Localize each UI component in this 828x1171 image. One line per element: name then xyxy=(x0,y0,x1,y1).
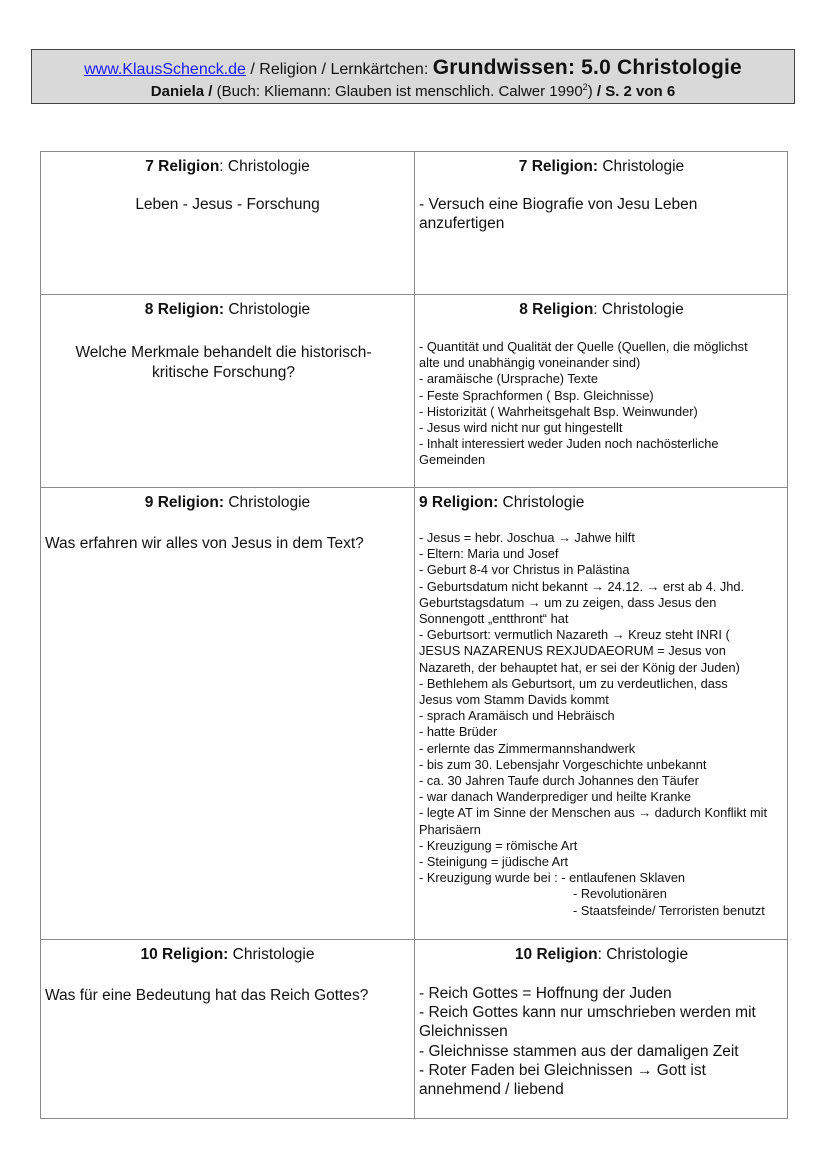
answer-line: - Bethlehem als Geburtsort, um zu verdeutlichen, dass Jesus vom Stamm Davids kommt xyxy=(419,675,728,708)
card-10-back xyxy=(415,940,788,1119)
card-topic: Christologie xyxy=(498,494,585,511)
answer-line: - Roter Faden bei Gleichnissen → Gott ist annehmend / liebend xyxy=(419,1061,706,1099)
header-book-close: ) xyxy=(587,83,593,100)
card-8-question: Welche Merkmale behandelt die historisch-kritische Forschung? xyxy=(75,344,372,381)
answer-line: - Reich Gottes = Hoffnung der Juden xyxy=(419,985,672,1002)
answer-line: - Revolutionären xyxy=(573,886,667,902)
card-topic: : Christologie xyxy=(219,158,310,175)
card-8-front-title xyxy=(41,300,414,320)
card-8-front xyxy=(41,295,414,487)
header-page-number: / S. 2 von 6 xyxy=(592,83,676,100)
card-number: 7 Religion: xyxy=(518,158,599,175)
card-9-back xyxy=(415,488,788,939)
site-link[interactable]: www.KlausSchenck.de xyxy=(84,61,246,78)
answer-line: - Geburt 8-4 vor Christus in Palästina xyxy=(419,562,630,578)
card-topic: Christologie xyxy=(224,301,311,318)
flashcard-table xyxy=(40,151,788,1119)
answer-line: - sprach Aramäisch und Hebräisch xyxy=(419,708,615,724)
answer-line: - Quantität und Qualität der Quelle (Quellen, die möglichst alte und unabhängig voneinander sind) xyxy=(419,339,748,371)
card-topic: : Christologie xyxy=(593,301,684,318)
answer-line: - ca. 30 Jahren Taufe durch Johannes den Täufer xyxy=(419,773,699,789)
card-number: 8 Religion: xyxy=(144,301,225,318)
card-7-question: Leben - Jesus - Forschung xyxy=(135,196,320,213)
answer-line: - Reich Gottes kann nur umschrieben werden mit Gleichnissen xyxy=(419,1004,756,1041)
answer-line: - war danach Wanderprediger und heilte Kranke xyxy=(419,789,691,805)
card-topic: Christologie xyxy=(598,158,685,175)
answer-line: - bis zum 30. Lebensjahr Vorgeschichte unbekannt xyxy=(419,756,707,772)
card-topic: : Christologie xyxy=(597,946,689,963)
answer-line: - Feste Sprachformen ( Bsp. Gleichnisse) xyxy=(419,387,654,403)
card-topic: Christologie xyxy=(224,494,311,511)
card-7-answer xyxy=(419,195,739,233)
header-book-edition: 2 xyxy=(582,82,588,92)
header-title-line xyxy=(32,57,794,81)
answer-line: - Inhalt interessiert weder Juden noch nachösterliche Gemeinden xyxy=(419,436,719,468)
header-main-title: Grundwissen: 5.0 Christologie xyxy=(432,56,742,79)
answer-line: - legte AT im Sinne der Menschen aus → dadurch Konflikt mit Pharisäern xyxy=(419,805,768,837)
answer-line: - Geburtsort: vermutlich Nazareth → Kreuz steht INRI ( JESUS NAZARENUS REXJUDAEORUM = Jesus von Nazareth, der behauptet hat, er sei der König der Juden) xyxy=(419,627,740,675)
card-8-back-title xyxy=(415,300,788,320)
page-header xyxy=(31,49,795,104)
card-number: 7 Religion xyxy=(145,158,220,175)
answer-line: - hatte Brüder xyxy=(419,724,498,740)
card-number: 9 Religion: xyxy=(419,494,499,511)
answer-line: - Gleichnisse stammen aus der damaligen Zeit xyxy=(419,1042,739,1060)
card-10-back-title xyxy=(415,945,788,965)
answer-line: - Staatsfeinde/ Terroristen benutzt xyxy=(573,902,765,918)
answer-line: - Kreuzigung wurde bei : - entlaufenen Sklaven xyxy=(419,870,686,886)
card-9-back-title xyxy=(419,493,788,513)
card-number: 9 Religion: xyxy=(144,494,225,511)
answer-line: - Geburtsdatum nicht bekannt → 24.12. → erst ab 4. Jhd. Geburtstagsdatum → um zu zeigen, dass Jesus den Sonnengott „entthront“ hat xyxy=(419,578,745,627)
header-path: / Religion / Lernkärtchen: xyxy=(245,61,433,78)
card-number: 10 Religion: xyxy=(140,946,229,963)
card-10-front-title xyxy=(41,945,414,965)
answer-line: - Kreuzigung = römische Art xyxy=(419,837,578,853)
answer-line: - aramäische (Ursprache) Texte xyxy=(419,371,598,387)
answer-line: - Steinigung = jüdische Art xyxy=(419,854,569,870)
answer-line: - erlernte das Zimmermannshandwerk xyxy=(419,740,636,756)
card-9-question: Was erfahren wir alles von Jesus in dem Text? xyxy=(45,535,364,552)
card-10-front xyxy=(41,940,414,1119)
card-7-back-title xyxy=(415,157,788,177)
card-number: 8 Religion xyxy=(519,301,594,318)
answer-line: - Jesus = hebr. Joschua → Jahwe hilft xyxy=(419,530,635,545)
card-9-front-title xyxy=(41,493,414,513)
card-topic: Christologie xyxy=(228,946,315,963)
answer-line: - Jesus wird nicht nur gut hingestellt xyxy=(419,420,623,436)
card-9-answer xyxy=(419,530,787,919)
card-8-back xyxy=(415,295,788,487)
card-7-front xyxy=(41,152,414,294)
card-number: 10 Religion xyxy=(514,946,598,963)
card-7-front-title xyxy=(41,157,414,177)
answer-line: - Versuch eine Biografie von Jesu Leben anzufertigen xyxy=(419,196,698,233)
card-10-answer xyxy=(419,984,787,1099)
card-7-back xyxy=(415,152,788,294)
card-10-question: Was für eine Bedeutung hat das Reich Gottes? xyxy=(45,987,369,1004)
header-source-line xyxy=(32,82,794,102)
card-9-front xyxy=(41,488,414,939)
header-book: (Buch: Kliemann: Glauben ist menschlich. Calwer 1990 xyxy=(212,83,583,100)
card-8-answer xyxy=(419,339,784,469)
header-author: Daniela / xyxy=(150,83,213,100)
answer-line: - Historizität ( Wahrheitsgehalt Bsp. Weinwunder) xyxy=(419,403,698,419)
answer-line: - Eltern: Maria und Josef xyxy=(419,546,559,562)
